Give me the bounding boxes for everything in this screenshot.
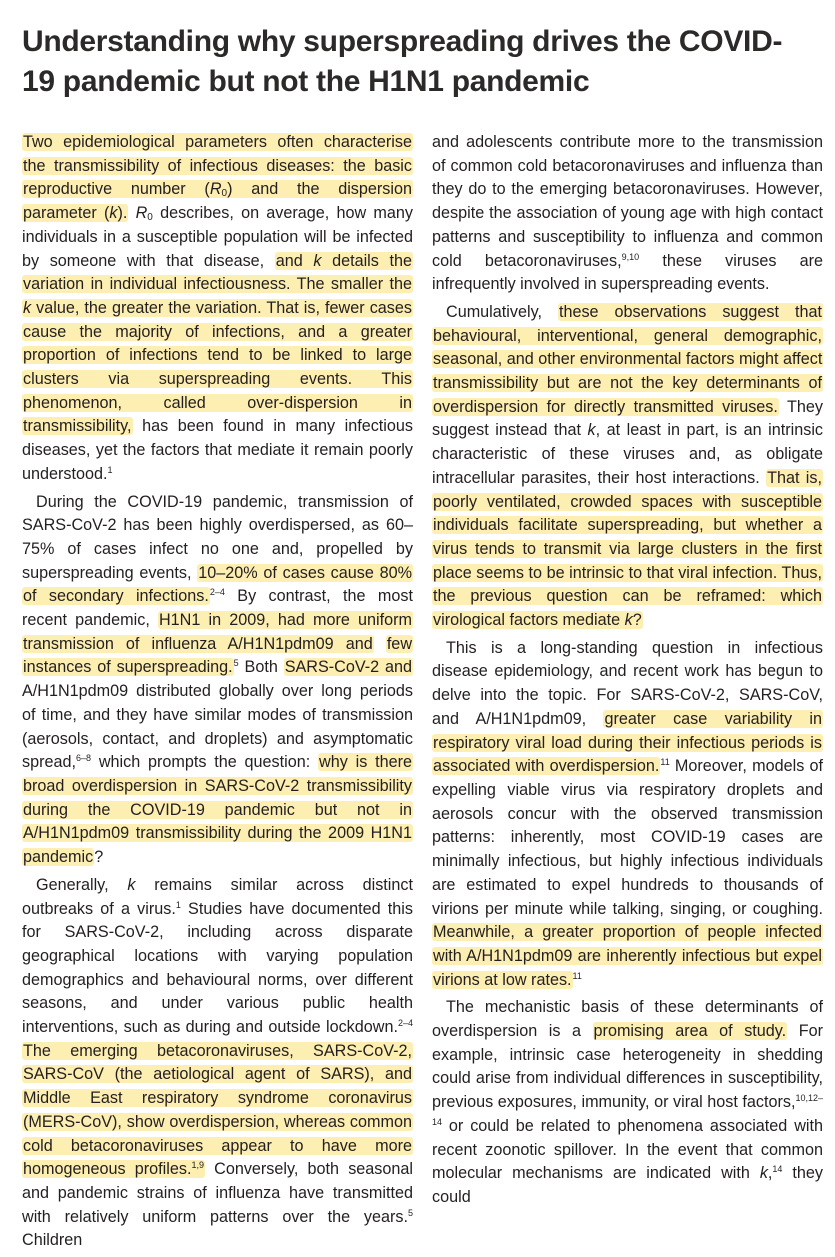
highlight: SARS-CoV-2 and bbox=[284, 658, 413, 677]
right-paragraph-3: This is a long-standing question in infectious disease epidemiology, and recent work has begun to delve into the topic. For SARS-CoV-2, SARS-CoV, and A/H1N1pdm09, greater case variability in respiratory viral load during their infectious periods is associated with overdispersion.$^{11}$ Moreover, models of expelling viable virus via respiratory droplets and aerosols concur with the observed transmission patterns: inherently, most COVID-19 cases are minimally infectious, but highly infectious individuals are estimated to expel hundreds to thousands of virions per minute while talking, singing, or coughing. Meanwhile, a greater proportion of people infected with A/H1N1pdm09 are inherently infectious but expel virions at low rates.$^{11}$ bbox=[432, 638, 823, 989]
highlight: Two epidemiological parameters often characterise the transmissibility of infectious diseases: the basic reproductive number $(R_0)$ and the dispersion parameter (k). bbox=[23, 133, 412, 223]
right-paragraph-4: The mechanistic basis of these determinants of overdispersion is a promising area of study. For example, intrinsic case heterogeneity in shedding could arise from individual differences in susceptibility, previous exposures, immunity, or viral host factors,$^{10,12-14}$ or could be related to phenomena associated with recent zoonotic spillover. In the event that common molecular mechanisms are indicated with k,$^{14}$ they could bbox=[432, 998, 823, 1206]
left-paragraph-2: During the COVID-19 pandemic, transmission of SARS-CoV-2 has been highly overdispersed, as 60–75% of cases infect no one and, propelled by superspreading events, 10–20% of cases cause 80% of secondary infections.$^{2-4}$ By contrast, the most recent pandemic, H1N1 in 2009, had more uniform transmission of influenza A/H1N1pdm09 and few instances of superspreading.$^5$ Both SARS-CoV-2 and A/H1N1pdm09 distributed globally over long periods of time, and they have similar modes of transmission (aerosols, contact, and droplets) and asymptomatic spread,$^{6-8}$ which prompts the question: why is there broad overdispersion in SARS-CoV-2 transmissibility during the COVID-19 pandemic but not in A/H1N1pdm09 transmissibility during the 2009 H1N1 pandemic? bbox=[22, 492, 413, 867]
citation: 2–4 bbox=[397, 1018, 413, 1029]
citation: 11 bbox=[572, 970, 582, 981]
highlight: and k details the variation in individual infectiousness. The smaller the k value, the greater the variation. That is, fewer cases cause the majority of infections, and a greater proportion of infections tend to be linked to large clusters via superspreading events. This phenomenon, called over-dispersion in transmissibility, bbox=[23, 251, 412, 436]
right-column bbox=[432, 131, 823, 1214]
right-paragraph-2: Cumulatively, these observations suggest that behavioural, interventional, general demographic, seasonal, and other environmental factors might affect transmissibility but are not the key determinants of overdispersion for directly transmitted viruses. They suggest instead that k, at least in part, is an intrinsic characteristic of these viruses and, as obligate intracellular parasites, their host interactions. That is, poorly ventilated, crowded spaces with susceptible individuals facilitate superspreading, but whether a virus tends to transmit via large clusters in the first place seems to be intrinsic to that viral infection. Thus, the previous question can be reframed: which virological factors mediate k? bbox=[432, 302, 824, 630]
highlight: 10–20% of cases cause 80% of secondary infections. bbox=[23, 563, 413, 606]
highlight: promising area of study. bbox=[593, 1022, 787, 1041]
highlight: The emerging betacoronaviruses, SARS-CoV-2, SARS-CoV (the aetiological agent of SARS), and Middle East respiratory syndrome coronavirus (MERS-CoV), show overdispersion, whereas common cold betacoronaviruses appear to have more homogeneous profiles.$^{1,9}$ bbox=[23, 1041, 412, 1179]
citation: 14 bbox=[772, 1164, 783, 1175]
citation: 11 bbox=[660, 757, 670, 768]
citation: 9,10 bbox=[621, 251, 640, 262]
left-column bbox=[22, 131, 413, 1257]
highlight: why is there broad overdispersion in SARS-CoV-2 transmissibility during the COVID-19 pandemic but not in A/H1N1pdm09 transmissibility during the 2009 H1N1 pandemic bbox=[23, 753, 412, 867]
article-title: Understanding why superspreading drives the COVID-19 pandemic but not the H1N1 pandemic bbox=[22, 25, 783, 98]
highlight: greater case variability in respiratory viral load during their infectious periods is associated with overdispersion. bbox=[433, 709, 822, 776]
citation: 2–4 bbox=[209, 587, 225, 598]
citation: 1 bbox=[175, 899, 181, 910]
citation: 10,12–14 bbox=[432, 1093, 823, 1127]
citation: 5 bbox=[233, 658, 239, 669]
citation: 5 bbox=[407, 1207, 413, 1218]
highlight: Meanwhile, a greater proportion of people infected with A/H1N1pdm09 are inherently infectious but expel virions at low rates. bbox=[433, 923, 822, 989]
left-paragraph-3: Generally, k remains similar across distinct outbreaks of a virus.$^1$ Studies have documented this for SARS-CoV-2, including across disparate geographical locations with varying population demographics and behavioural norms, over different seasons, and under various public health interventions, such as during and outside lockdown.$^{2-4}$ The emerging betacoronaviruses, SARS-CoV-2, SARS-CoV (the aetiological agent of SARS), and Middle East respiratory syndrome coronavirus (MERS-CoV), show overdispersion, whereas common cold betacoronaviruses appear to have more homogeneous profiles.$^{1,9}$ Conversely, both seasonal and pandemic strains of influenza have transmitted with relatively uniform patterns over the years.$^5$ Children bbox=[22, 875, 414, 1250]
citation: 1,9 bbox=[191, 1160, 204, 1171]
citation: 1 bbox=[107, 464, 113, 475]
right-paragraph-1: and adolescents contribute more to the transmission of common cold betacoronaviruses and influenza than they do to the emerging betacoronaviruses. However, despite the association of young age with high contact patterns and susceptibility to influenza and common cold betacoronaviruses,$^{9,10}$ these viruses are infrequently involved in superspreading events. bbox=[432, 133, 823, 294]
left-paragraph-1: Two epidemiological parameters often characterise the transmissibility of infectious diseases: the basic reproductive number $(R_0)$ and the dispersion parameter (k). $R_0$ describes, on average, how many individuals in a susceptible population will be infected by someone with that disease, and k details the variation in individual infectiousness. The smaller the k value, the greater the variation. That is, fewer cases cause the majority of infections, and a greater proportion of infections tend to be linked to large clusters via superspreading events. This phenomenon, called over-dispersion in transmissibility, has been found in many infectious diseases, yet the factors that mediate it remain poorly understood.$^1$ bbox=[22, 133, 413, 483]
highlight: few instances of superspreading. bbox=[23, 634, 413, 677]
highlight: That is, poorly ventilated, crowded spaces with susceptible individuals facilitate superspreading, but whether a virus tends to transmit via large clusters in the first place seems to be intrinsic to that viral infection. Thus, the previous question can be reframed: which virological factors mediate k? bbox=[433, 468, 822, 630]
highlight: H1N1 in 2009, had more uniform transmission of influenza A/H1N1pdm09 and bbox=[23, 611, 412, 653]
citation: 6–8 bbox=[76, 753, 92, 764]
highlight: these observations suggest that behavioural, interventional, general demographic, seasonal, and other environmental factors might affect transmissibility but are not the key determinants of overdispersion for directly transmitted viruses. bbox=[433, 302, 823, 416]
